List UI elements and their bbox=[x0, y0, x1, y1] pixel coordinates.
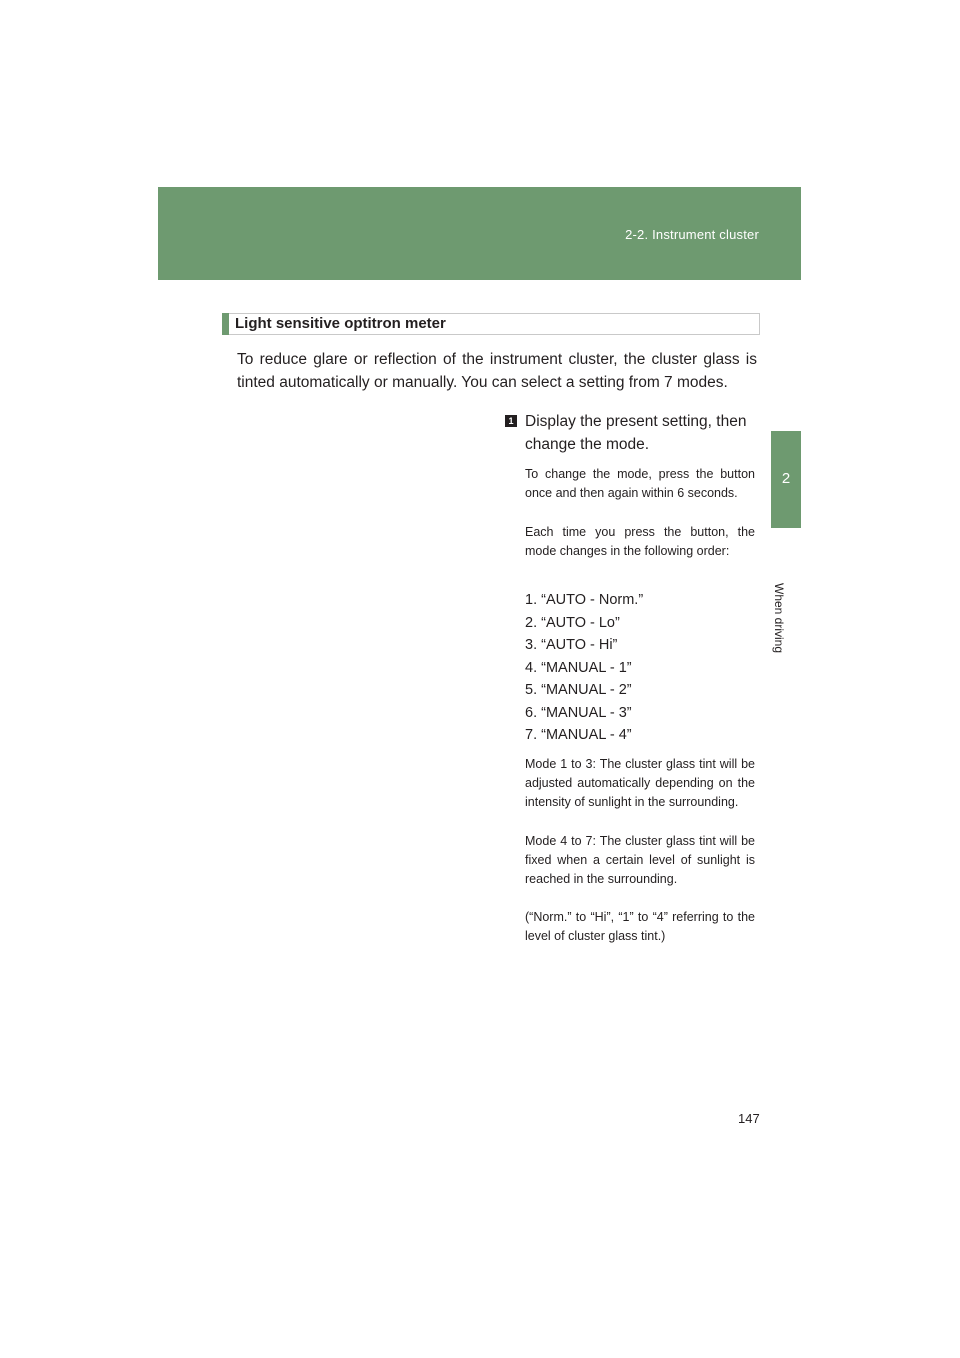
step-title: Display the present setting, then change the mode. bbox=[525, 413, 747, 453]
section-heading-text: Light sensitive optitron meter bbox=[235, 315, 446, 332]
chapter-tab bbox=[771, 431, 801, 527]
section-heading bbox=[222, 313, 760, 335]
auto-modes-note: Mode 1 to 3: The cluster glass tint will be adjusted automatically depending on the intensity of sunlight in the surrounding. bbox=[525, 757, 755, 809]
intro-paragraph: To reduce glare or reflection of the instrument cluster, the cluster glass is tinted automatically or manually. You can select a setting from 7 modes. bbox=[237, 351, 757, 391]
step-instructions: To change the mode, press the button once and then again within 6 seconds. bbox=[525, 467, 755, 500]
section-title: 2-2. Instrument cluster bbox=[625, 227, 759, 242]
mode-item: 7. “MANUAL - 4” bbox=[525, 727, 632, 743]
mode-order-note: Each time you press the button, the mode changes in the following order: bbox=[525, 525, 755, 558]
header-band bbox=[158, 187, 801, 280]
manual-modes-note: Mode 4 to 7: The cluster glass tint will be fixed when a certain level of sunlight is reached in the surrounding. bbox=[525, 834, 755, 886]
tint-level-note: (“Norm.” to “Hi”, “1” to “4” referring to the level of cluster glass tint.) bbox=[525, 910, 755, 943]
mode-item: 2. “AUTO - Lo” bbox=[525, 614, 620, 631]
heading-accent-bar bbox=[222, 313, 229, 335]
mode-item: 1. “AUTO - Norm.” bbox=[525, 592, 644, 608]
chapter-tab-divider bbox=[771, 527, 801, 528]
chapter-label: When driving bbox=[772, 583, 786, 654]
mode-item: 6. “MANUAL - 3” bbox=[525, 704, 632, 721]
mode-item: 3. “AUTO - Hi” bbox=[525, 637, 618, 653]
chapter-number: 2 bbox=[781, 470, 791, 487]
step-number-marker: 1 bbox=[505, 415, 517, 427]
page-number: 147 bbox=[738, 1111, 760, 1126]
mode-item: 5. “MANUAL - 2” bbox=[525, 682, 632, 698]
mode-list bbox=[525, 589, 755, 747]
mode-item: 4. “MANUAL - 1” bbox=[525, 659, 632, 676]
step-1 bbox=[505, 410, 757, 456]
